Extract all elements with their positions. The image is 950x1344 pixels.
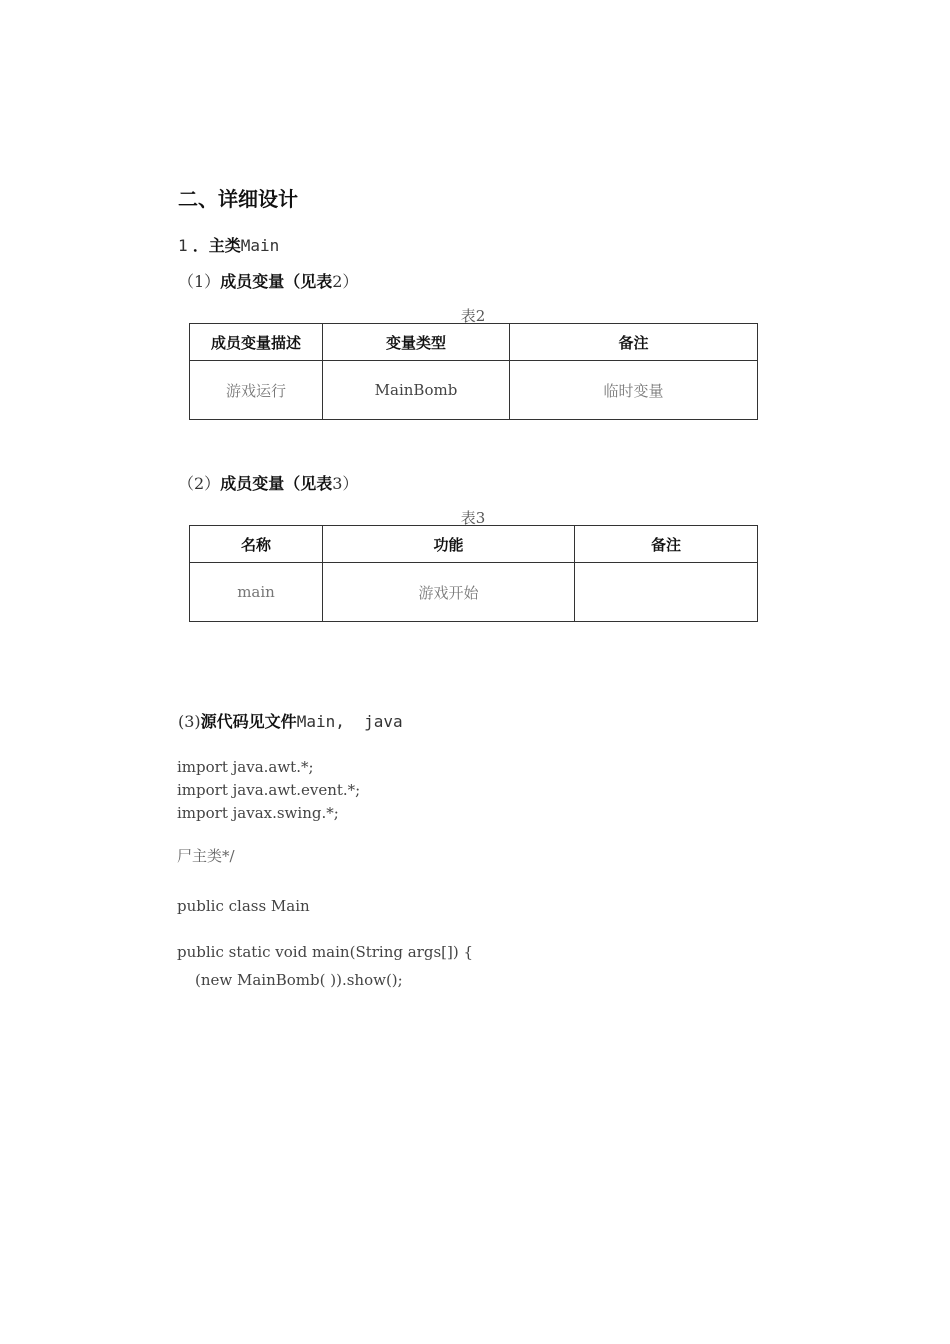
table2-caption: 表2 <box>460 307 486 325</box>
column-header: 备注 <box>510 324 758 361</box>
para-close: ） <box>342 474 359 493</box>
para-table-ref: 3 <box>332 474 343 493</box>
code-class-declaration: public class Main <box>177 897 310 915</box>
column-header: 成员变量描述 <box>190 324 323 361</box>
table-row <box>190 563 758 622</box>
table-2 <box>189 323 758 420</box>
table-header-row <box>190 526 758 563</box>
code-import-line: import java.awt.*; <box>177 758 314 776</box>
subsection-class-name: Main <box>240 236 280 255</box>
table-cell: main <box>190 563 323 622</box>
para-number: （1） <box>178 272 221 291</box>
table-cell <box>575 563 758 622</box>
para-close: ） <box>342 272 359 291</box>
table-row <box>190 361 758 420</box>
para-number: （2） <box>178 474 221 493</box>
para-heading-3 <box>178 709 403 732</box>
para-text: 源代码见文件 <box>200 712 297 731</box>
section-title: 二、详细设计 <box>178 187 298 211</box>
table-3 <box>189 525 758 622</box>
column-header: 变量类型 <box>323 324 510 361</box>
column-header: 备注 <box>575 526 758 563</box>
code-import-line: import javax.swing.*; <box>177 804 339 822</box>
table-cell: 临时变量 <box>510 361 758 420</box>
code-method-declaration: public static void main(String args[]) { <box>177 943 474 961</box>
code-import-line: import java.awt.event.*; <box>177 781 361 799</box>
para-table-ref: 2 <box>332 272 343 291</box>
para-heading-2 <box>178 471 358 494</box>
para-heading-1 <box>178 269 358 292</box>
column-header: 名称 <box>190 526 323 563</box>
table-cell: 游戏运行 <box>190 361 323 420</box>
subsection-number: 1 <box>178 236 188 255</box>
table-header-row <box>190 324 758 361</box>
column-header: 功能 <box>323 526 575 563</box>
code-comment: 尸主类*/ <box>177 847 235 865</box>
table-cell: MainBomb <box>323 361 510 420</box>
subsection-heading <box>178 233 279 256</box>
para-text: 成员变量（见表 <box>220 474 333 493</box>
subsection-label: ．主类 <box>192 236 241 255</box>
table-cell: 游戏开始 <box>323 563 575 622</box>
para-number: (3) <box>178 712 201 731</box>
table3-caption: 表3 <box>460 509 486 527</box>
source-file-name: Main, java <box>296 712 403 731</box>
para-text: 成员变量（见表 <box>220 272 333 291</box>
code-method-body: (new MainBomb( )).show(); <box>195 971 403 989</box>
